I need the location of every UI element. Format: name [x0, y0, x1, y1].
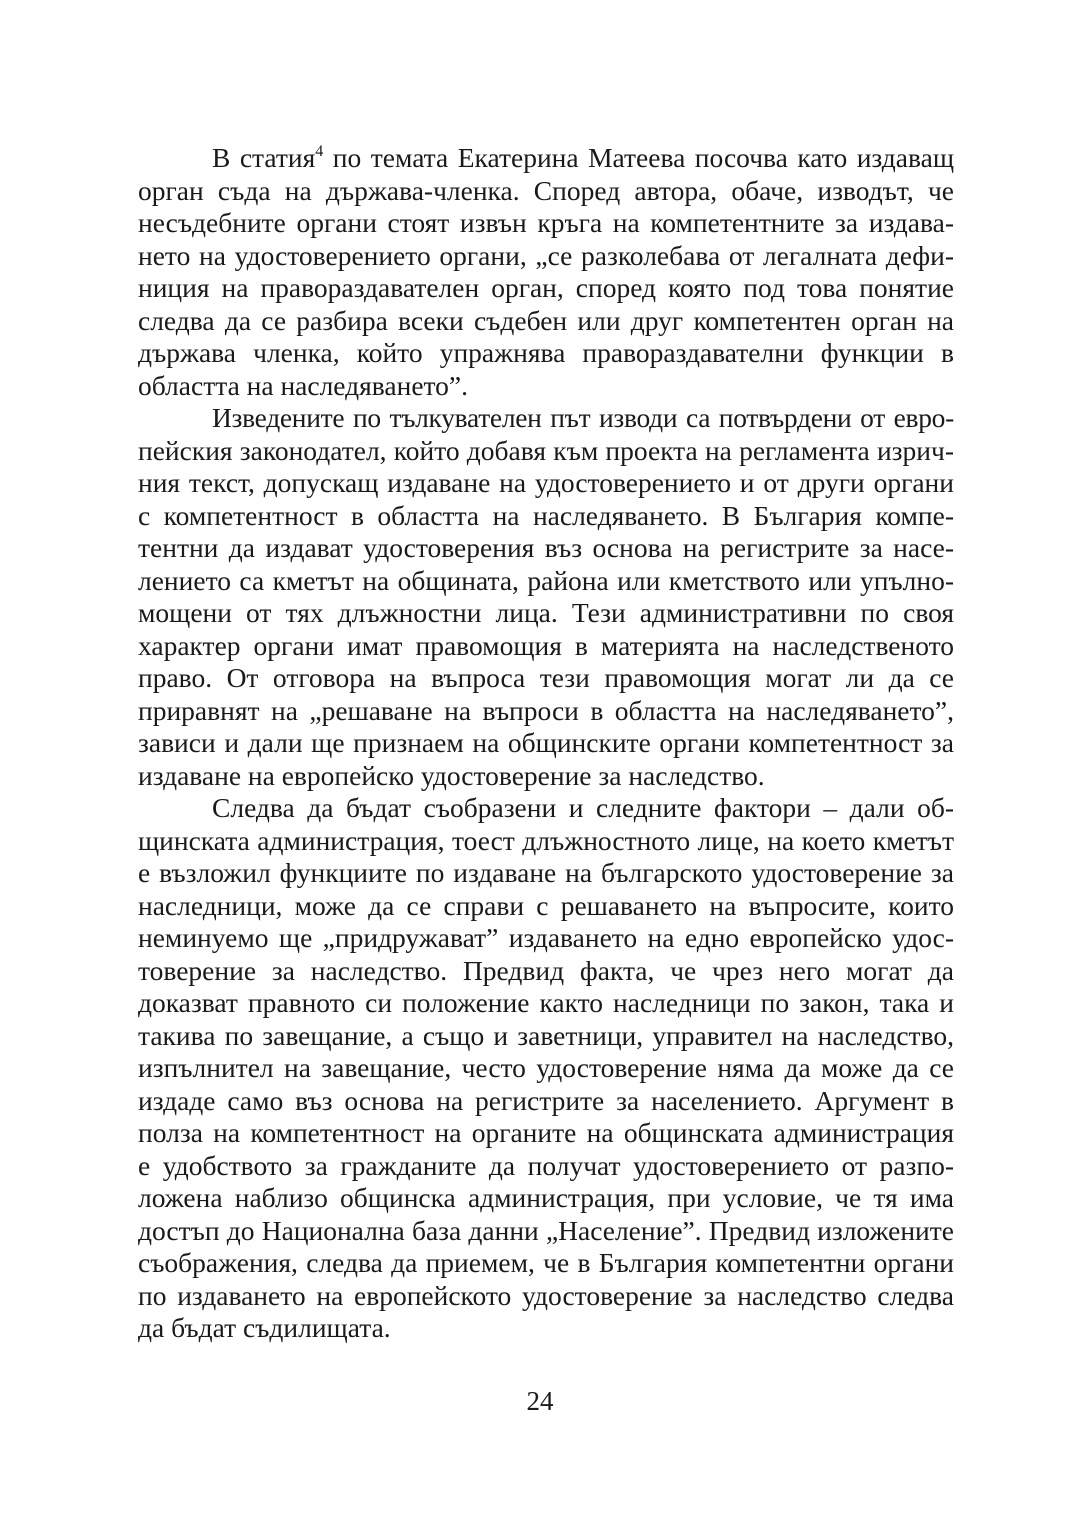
text-line: по издаването на европейското удостоверение за наследство следва	[138, 1279, 954, 1311]
paragraph	[138, 402, 954, 792]
text-line: такива по завещание, а също и заветници, управител на наследство,	[138, 1019, 954, 1051]
text-line: полза на компетентност на органите на общинската администрация	[138, 1117, 954, 1148]
text-line: доказват правното си положение както наследници по закон, така и	[138, 987, 954, 1018]
text-line: ниция на правораздавателен орган, според която под това понятие	[138, 272, 954, 303]
text-line: лението са кметът на общината, района или кметството или упълно-	[138, 564, 954, 596]
text-line: орган съда на държава-членка. Според автора, обаче, изводът, че	[138, 174, 954, 206]
text-line: характер органи имат правомощия в материята на наследственото	[138, 629, 954, 661]
paragraph	[138, 142, 954, 402]
text-line: ложена наблизо общинска администрация, при условие, че тя има	[138, 1182, 954, 1213]
text-line: тентни да издават удостоверения въз основа на регистрите за насе-	[138, 532, 954, 563]
text-line: издаване на европейско удостоверение за наследство.	[138, 759, 765, 791]
body-text	[138, 142, 954, 1345]
text-line: наследници, може да се справи с решаването на въпросите, които	[138, 889, 954, 921]
text-line: право. От отговора на въпроса тези правомощия могат ли да се	[138, 662, 954, 693]
text-line: достъп до Национална база данни „Население”. Предвид изложените	[138, 1214, 954, 1246]
text-line: областта на наследяването”.	[138, 369, 469, 401]
text-line: несъдебните органи стоят извън кръга на компетентните за издава-	[138, 207, 954, 238]
text-line: Следва да бъдат съобразени и следните фактори – дали об-	[212, 792, 954, 823]
text-line: товерение за наследство. Предвид факта, че чрез него могат да	[138, 954, 954, 986]
text-line: В статия$^4$ по темата Екатерина Матеева посочва като издаващ	[212, 142, 954, 173]
text-line: зависи и дали ще признаем на общинските органи компетентност за	[138, 727, 954, 758]
text-line: щинската администрация, тоест длъжностното лице, на което кметът	[138, 824, 954, 856]
text-line: приравнят на „решаване на въпроси в областта на наследяването”,	[138, 694, 954, 726]
text-line: нето на удостоверението органи, „се разколебава от легалната дефи-	[138, 239, 954, 271]
text-line: е възложил функциите по издаване на българското удостоверение за	[138, 857, 954, 888]
text-line: да бъдат съдилищата.	[138, 1312, 391, 1343]
text-line: мощени от тях длъжностни лица. Тези административни по своя	[138, 597, 954, 628]
text-line: държава членка, който упражнява правораздавателни функции в	[138, 337, 954, 368]
text-line: ния текст, допускащ издаване на удостоверението и от други органи	[138, 467, 954, 498]
text-line: изпълнител на завещание, често удостоверение няма да може да се	[138, 1052, 954, 1083]
paragraph	[138, 792, 954, 1345]
text-line: е удобството за гражданите да получат удостоверението от разпо-	[138, 1149, 954, 1181]
text-line: Изведените по тълкувателен път изводи са потвърдени от евро-	[212, 402, 954, 433]
text-line: неминуемо ще „придружават” издаването на едно европейско удос-	[138, 922, 954, 953]
page-number: 24	[526, 1386, 554, 1416]
text-line: с компетентност в областта на наследяването. В България компе-	[138, 499, 954, 531]
text-line: следва да се разбира всеки съдебен или друг компетентен орган на	[138, 304, 954, 336]
text-line: издаде само въз основа на регистрите за населението. Аргумент в	[138, 1084, 954, 1116]
footnote-reference[interactable]: 4	[315, 143, 324, 160]
text-line: съображения, следва да приемем, че в България компетентни органи	[138, 1247, 954, 1278]
text-line: пейския законодател, който добавя към проекта на регламента изрич-	[138, 434, 954, 466]
